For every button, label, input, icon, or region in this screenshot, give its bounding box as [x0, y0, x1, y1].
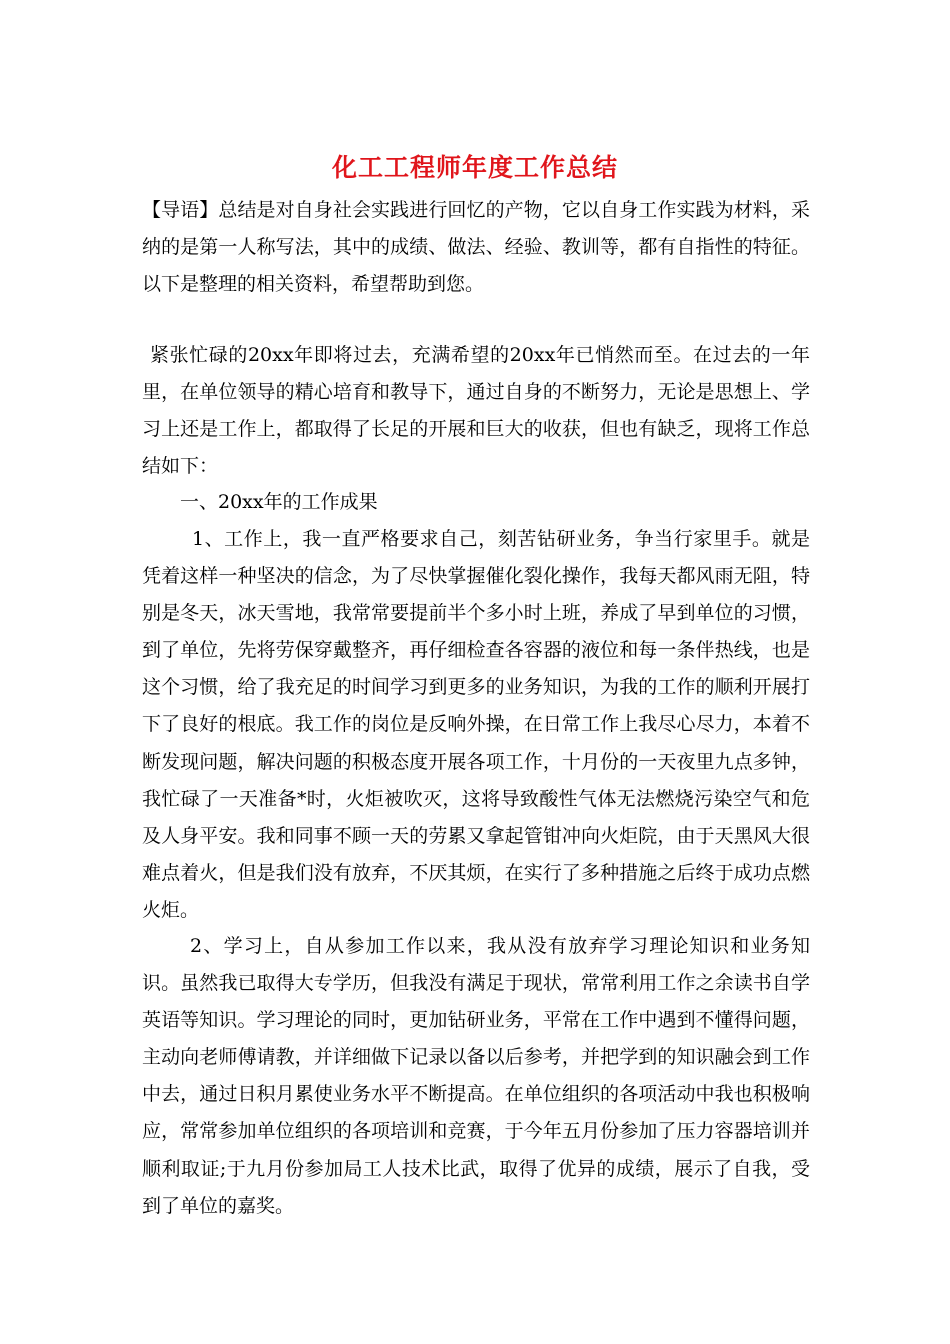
- intro-paragraph: 【导语】总结是对自身社会实践进行回忆的产物，它以自身工作实践为材料，采纳的是第一人称写法，其中的成绩、做法、经验、教训等，都有自指性的特征。以下是整理的相关资料，希望帮助到您。: [142, 199, 810, 296]
- opening-paragraph: 紧张忙碌的20xx年即将过去，充满希望的20xx年已悄然而至。在过去的一年里，在单位领导的精心培育和教导下，通过自身的不断努力，无论是思想上、学习上还是工作上，都取得了长足的开展和巨大的收获，但也有缺乏，现将工作总结如下：: [142, 344, 810, 478]
- work-paragraph: 1、工作上，我一直严格要求自己，刻苦钻研业务，争当行家里手。就是凭着这样一种坚决的信念，为了尽快掌握催化裂化操作，我每天都风雨无阻，特别是冬天，冰天雪地，我常常要提前半个多小时上班，养成了早到单位的习惯，到了单位，先将劳保穿戴整齐，再仔细检查各容器的液位和每一条伴热线，也是这个习惯，给了我充足的时间学习到更多的业务知识，为我的工作的顺利开展打下了良好的根底。我工作的岗位是反响外操，在日常工作上我尽心尽力，本着不断发现问题，解决问题的积极态度开展各项工作，十月份的一天夜里九点多钟，我忙碌了一天准备*时，火炬被吹灭，这将导致酸性气体无法燃烧污染空气和危及人身平安。我和同事不顾一天的劳累又拿起管钳冲向火炬院，由于天黑风大很难点着火，但是我们没有放弃，不厌其烦，在实行了多种措施之后终于成功点燃火炬。: [142, 528, 810, 921]
- section-heading: 一、20xx年的工作成果: [180, 491, 378, 513]
- document-title: 化工工程师年度工作总结: [331, 153, 618, 182]
- study-paragraph: 2、学习上，自从参加工作以来，我从没有放弃学习理论知识和业务知识。虽然我已取得大专学历，但我没有满足于现状，常常利用工作之余读书自学英语等知识。学习理论的同时，更加钻研业务，平常在工作中遇到不懂得问题，主动向老师傅请教，并详细做下记录以备以后参考，并把学到的知识融会到工作中去，通过日积月累使业务水平不断提高。在单位组织的各项活动中我也积极响应，常常参加单位组织的各项培训和竞赛，于今年五月份参加了压力容器培训并顺利取证;于九月份参加局工人技术比武，取得了优异的成绩，展示了自我，受到了单位的嘉奖。: [142, 935, 810, 1217]
